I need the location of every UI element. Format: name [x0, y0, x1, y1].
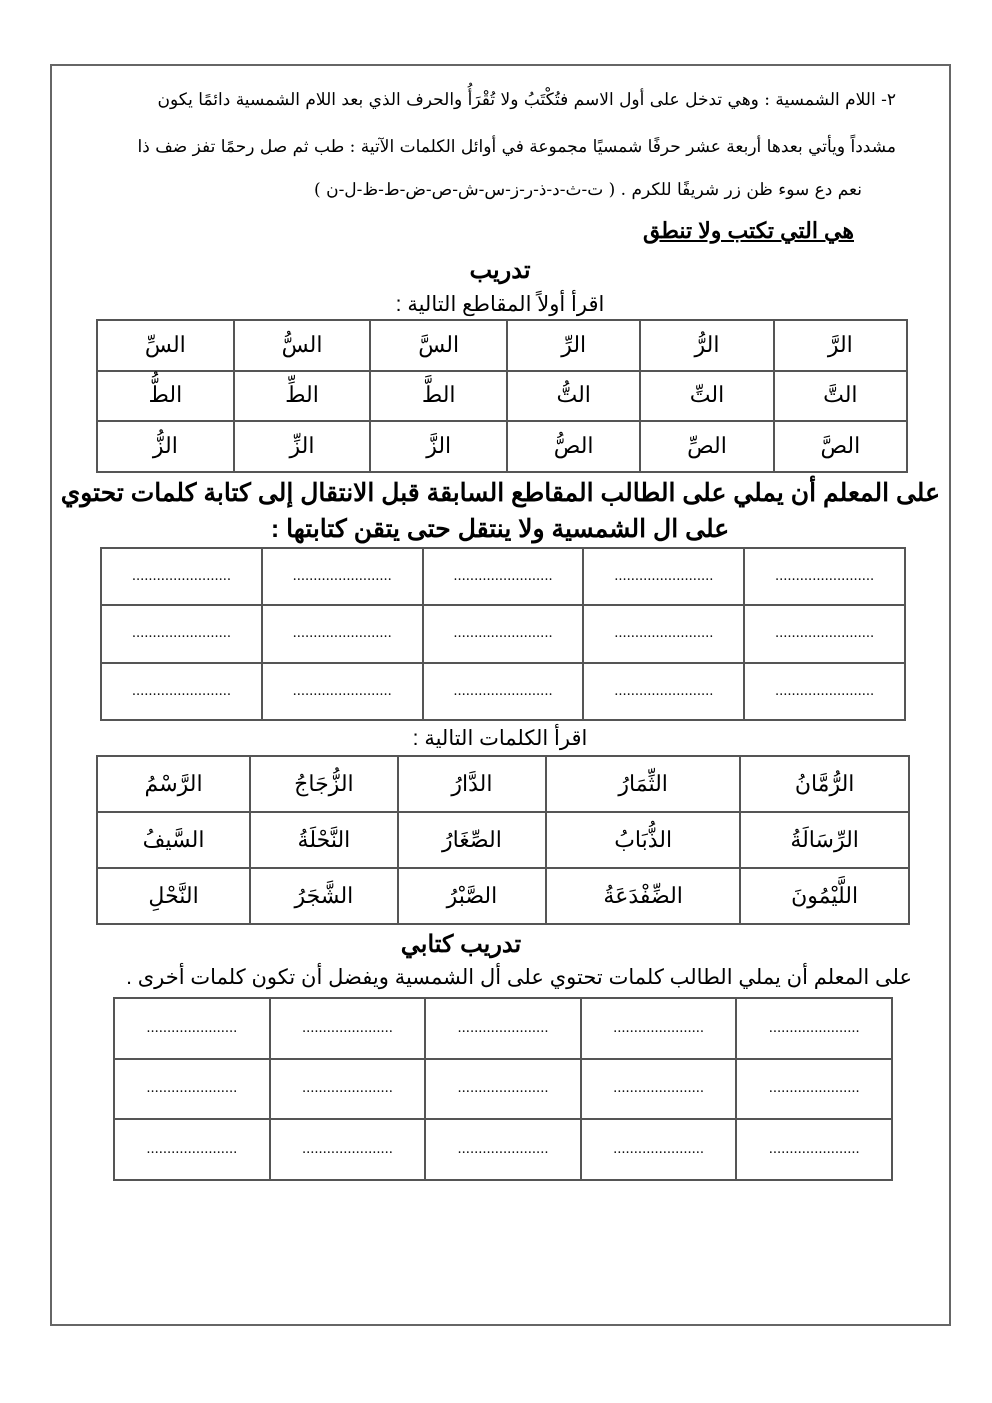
- word-cell: الضِّفْدَعَةُ: [546, 868, 740, 924]
- intro-line-3: نعم دع سوء ظن زر شريفًا للكرم . ( ت-ث-د-ذ-ر-ز-س-ش-ص-ض-ط-ظ-ل-ن ): [314, 180, 862, 200]
- blank-cell[interactable]: ......................: [114, 998, 270, 1059]
- blank-cell[interactable]: ......................: [425, 1119, 581, 1180]
- blank-cell[interactable]: ........................: [583, 548, 744, 605]
- intro-heading: هي التي تكتب ولا تنطق: [642, 218, 854, 243]
- word-cell: الصَّبْرُ: [398, 868, 546, 924]
- blank-cell[interactable]: ........................: [101, 663, 262, 720]
- blank-cell[interactable]: ......................: [581, 1059, 737, 1120]
- words-table: [96, 755, 910, 925]
- writing-table-1: [100, 547, 906, 721]
- word-cell: الصِّغَارُ: [398, 812, 546, 868]
- syllable-cell: الطِّ: [234, 371, 371, 422]
- syllable-cell: التُّ: [507, 371, 640, 422]
- table-row: [114, 1059, 892, 1120]
- table-row: [114, 998, 892, 1059]
- teacher-note-2: على ال الشمسية ولا ينتقل حتى يتقن كتابتها :: [270, 515, 730, 543]
- blank-cell[interactable]: ........................: [262, 548, 423, 605]
- syllable-cell: التِّ: [640, 371, 773, 422]
- blank-cell[interactable]: ........................: [744, 548, 905, 605]
- training-title: تدريب: [469, 257, 531, 284]
- blank-cell[interactable]: ......................: [736, 1059, 892, 1120]
- word-cell: الشَّجَرُ: [250, 868, 398, 924]
- blank-cell[interactable]: ......................: [114, 1059, 270, 1120]
- syllable-cell: الرُّ: [640, 320, 773, 371]
- syllable-cell: الصَّ: [774, 421, 907, 472]
- syllable-cell: الزَّ: [370, 421, 507, 472]
- word-cell: الرِّسَالَةُ: [740, 812, 909, 868]
- blank-cell[interactable]: ......................: [270, 1119, 426, 1180]
- intro-line-2: مشدداً ويأتي بعدها أربعة عشر حرفًا شمسيًا مجموعة في أوائل الكلمات الآتية : طب ثم صل رحمًا تفز ضف ذا: [137, 137, 896, 157]
- table-row: [101, 605, 905, 662]
- word-cell: الرَّسْمُ: [97, 756, 250, 812]
- word-cell: الثِّمَارُ: [546, 756, 740, 812]
- syllable-cell: الرَّ: [774, 320, 907, 371]
- blank-cell[interactable]: ........................: [423, 663, 584, 720]
- word-cell: الزُّجَاجُ: [250, 756, 398, 812]
- blank-cell[interactable]: ........................: [423, 605, 584, 662]
- table-row: [97, 868, 909, 924]
- syllable-cell: التَّ: [774, 371, 907, 422]
- syllable-cell: السُّ: [234, 320, 371, 371]
- blank-cell[interactable]: ........................: [101, 548, 262, 605]
- blank-cell[interactable]: ......................: [114, 1119, 270, 1180]
- syllable-cell: الطَّ: [370, 371, 507, 422]
- word-cell: الذُّبَابُ: [546, 812, 740, 868]
- blank-cell[interactable]: ......................: [736, 1119, 892, 1180]
- syllable-cell: الطُّ: [97, 371, 234, 422]
- table-row: [97, 421, 907, 472]
- table-row: [101, 548, 905, 605]
- syllables-instruction: اقرأ أولاً المقاطع التالية :: [395, 293, 605, 316]
- word-cell: الرُّمَّانُ: [740, 756, 909, 812]
- blank-cell[interactable]: ........................: [744, 605, 905, 662]
- writing-table-2: [113, 997, 893, 1181]
- blank-cell[interactable]: ......................: [425, 1059, 581, 1120]
- blank-cell[interactable]: ......................: [581, 998, 737, 1059]
- syllable-cell: الزِّ: [234, 421, 371, 472]
- syllable-cell: الزُّ: [97, 421, 234, 472]
- writing-title: تدريب كتابي: [400, 931, 522, 958]
- teacher-note-1: على المعلم أن يملي على الطالب المقاطع السابقة قبل الانتقال إلى كتابة كلمات تحتوي: [60, 479, 940, 507]
- table-row: [97, 371, 907, 422]
- table-row: [97, 756, 909, 812]
- syllable-cell: السِّ: [97, 320, 234, 371]
- blank-cell[interactable]: ......................: [736, 998, 892, 1059]
- blank-cell[interactable]: ......................: [270, 998, 426, 1059]
- blank-cell[interactable]: ........................: [583, 605, 744, 662]
- table-row: [97, 812, 909, 868]
- blank-cell[interactable]: ......................: [581, 1119, 737, 1180]
- table-row: [114, 1119, 892, 1180]
- blank-cell[interactable]: ........................: [262, 663, 423, 720]
- intro-line-1: ٢- اللام الشمسية : وهي تدخل على أول الاسم فتُكْتَبُ ولا تُقْرَأُ والحرف الذي بعد اللام الشمسية دائمًا يكون: [157, 90, 896, 110]
- word-cell: النَّحْلَةُ: [250, 812, 398, 868]
- syllable-cell: الصُّ: [507, 421, 640, 472]
- blank-cell[interactable]: ........................: [423, 548, 584, 605]
- blank-cell[interactable]: ........................: [744, 663, 905, 720]
- syllable-cell: الرِّ: [507, 320, 640, 371]
- words-instruction: اقرأ الكلمات التالية :: [412, 727, 588, 750]
- word-cell: الدَّارُ: [398, 756, 546, 812]
- blank-cell[interactable]: ......................: [425, 998, 581, 1059]
- syllable-cell: السَّ: [370, 320, 507, 371]
- table-row: [97, 320, 907, 371]
- word-cell: اللَّيْمُونَ: [740, 868, 909, 924]
- word-cell: السَّيفُ: [97, 812, 250, 868]
- writing-instruction: على المعلم أن يملي الطالب كلمات تحتوي على أل الشمسية ويفضل أن تكون كلمات أخرى .: [126, 966, 912, 989]
- blank-cell[interactable]: ......................: [270, 1059, 426, 1120]
- blank-cell[interactable]: ........................: [262, 605, 423, 662]
- table-row: [101, 663, 905, 720]
- blank-cell[interactable]: ........................: [583, 663, 744, 720]
- blank-cell[interactable]: ........................: [101, 605, 262, 662]
- syllables-table: [96, 319, 908, 473]
- syllable-cell: الصِّ: [640, 421, 773, 472]
- word-cell: النَّحْلِ: [97, 868, 250, 924]
